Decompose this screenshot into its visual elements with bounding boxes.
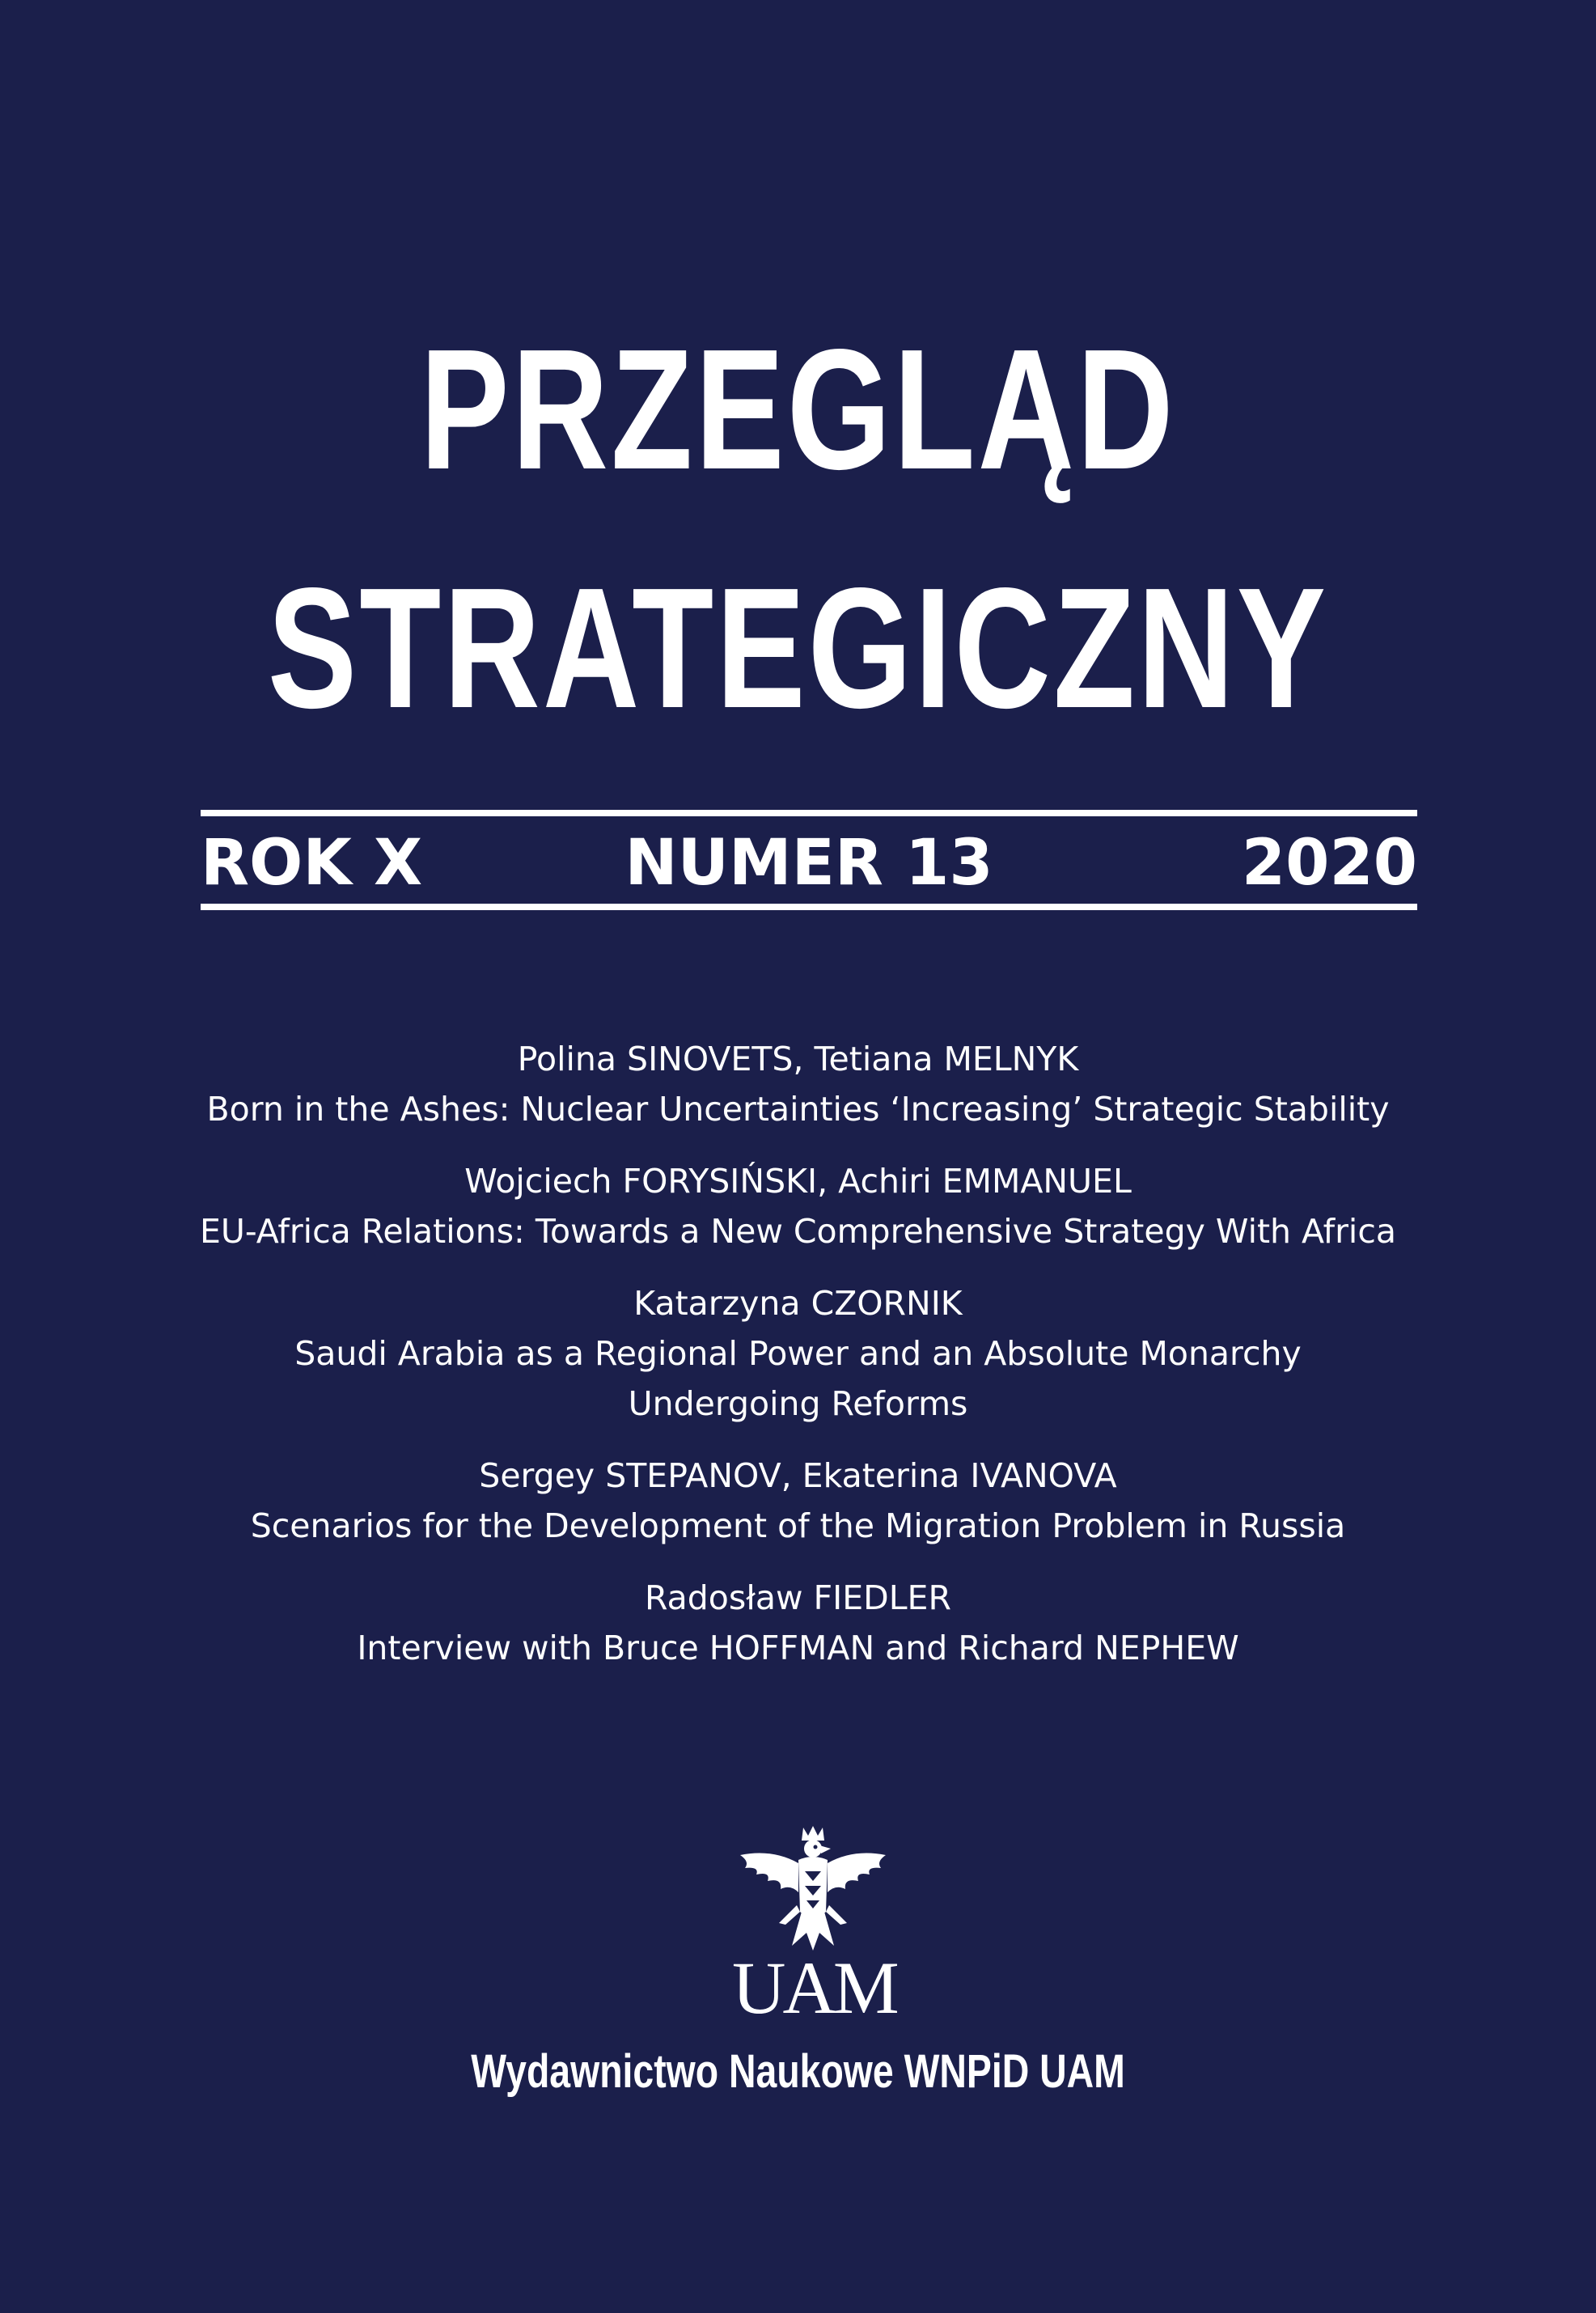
toc-authors: Sergey STEPANOV, Ekaterina IVANOVA bbox=[479, 1456, 1117, 1495]
issue-year: 2020 bbox=[1241, 827, 1417, 900]
eagle-emblem-icon bbox=[732, 1824, 894, 1954]
uam-logo-text: UAM bbox=[732, 1947, 896, 2029]
table-of-contents bbox=[0, 1034, 1596, 1695]
journal-title-line-1: PRZEGLĄD bbox=[420, 313, 1176, 505]
issue-number: NUMER 13 bbox=[624, 827, 993, 900]
uam-logo bbox=[732, 1824, 894, 2027]
toc-entry bbox=[0, 1573, 1596, 1673]
toc-article-title: Scenarios for the Development of the Migration Problem in Russia bbox=[250, 1506, 1346, 1545]
toc-entry bbox=[0, 1156, 1596, 1256]
toc-entry bbox=[0, 1278, 1596, 1429]
toc-authors: Katarzyna CZORNIK bbox=[633, 1284, 963, 1323]
journal-title-line-2: STRATEGICZNY bbox=[267, 552, 1329, 743]
issue-rule-top bbox=[201, 810, 1417, 816]
issue-rule-bottom bbox=[201, 904, 1417, 910]
issue-info-row bbox=[201, 827, 1417, 900]
toc-article-title: Born in the Ashes: Nuclear Uncertainties ‘Increasing’ Strategic Stability bbox=[206, 1090, 1390, 1129]
toc-article-title: Interview with Bruce HOFFMAN and Richard NEPHEW bbox=[357, 1629, 1239, 1667]
toc-authors: Polina SINOVETS, Tetiana MELNYK bbox=[517, 1040, 1079, 1078]
toc-entry bbox=[0, 1034, 1596, 1134]
toc-authors: Wojciech FORYSIŃSKI, Achiri EMMANUEL bbox=[464, 1162, 1132, 1201]
toc-entry bbox=[0, 1451, 1596, 1551]
toc-article-title: EU-Africa Relations: Towards a New Comprehensive Strategy With Africa bbox=[200, 1212, 1396, 1251]
toc-article-title: Saudi Arabia as a Regional Power and an Absolute Monarchy Undergoing Reforms bbox=[294, 1334, 1302, 1423]
publisher-name: Wydawnictwo Naukowe WNPiD UAM bbox=[471, 2045, 1125, 2098]
toc-authors: Radosław FIEDLER bbox=[645, 1578, 951, 1617]
issue-volume: ROK X bbox=[201, 827, 423, 900]
